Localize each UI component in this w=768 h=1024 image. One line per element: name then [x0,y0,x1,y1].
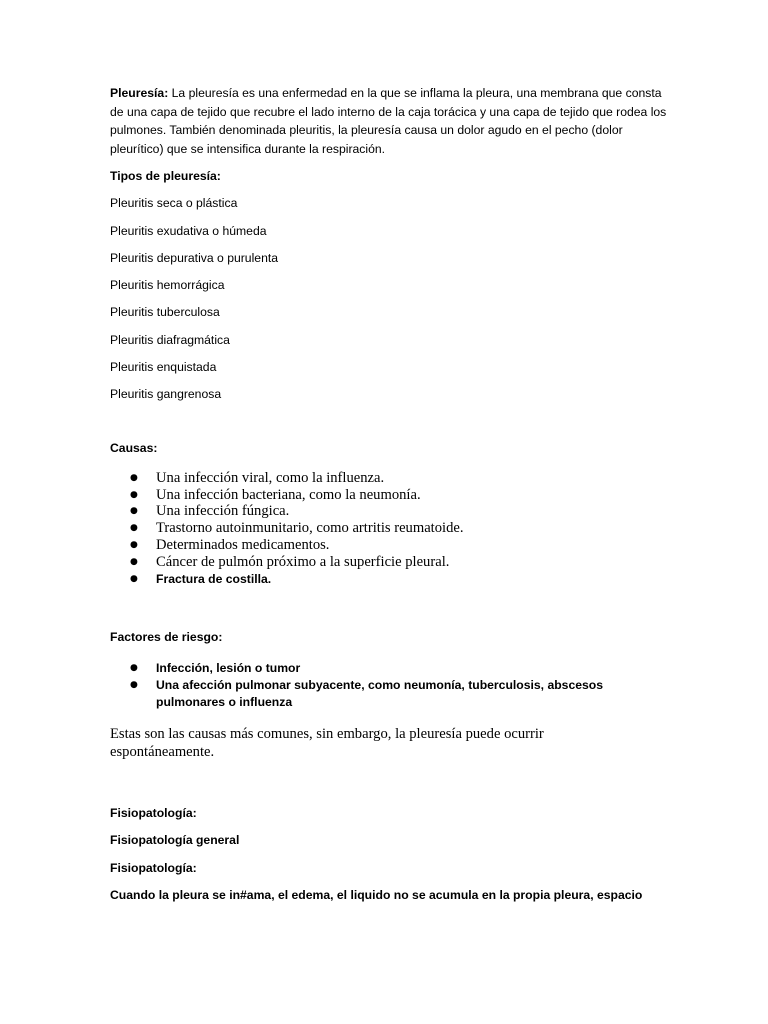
spacer [110,414,670,440]
type-item: Pleuritis exudativa o húmeda [110,223,267,238]
risks-heading: Factores de riesgo: [110,630,223,645]
physio-heading: Fisiopatología: [110,806,197,821]
list-item: ● Una infección viral, como la influenza. [130,469,385,486]
intro-paragraph [110,84,670,158]
type-item: Pleuritis tuberculosa [110,305,220,320]
list-item: ● Fractura de costilla. [130,572,272,587]
bullet-icon: ● [130,557,138,568]
intro-text: La pleuresía es una enfermedad en la que se inflama la pleura, una membrana que consta de una capa de tejido que recubre el lado interno de la caja torácica y una capa de tejido que rodea los pulmones. También denominada pleuritis, la pleuresía causa un dolor agudo en el pecho (dolor pleurítico) que se intensifica durante la respiración. [110,86,667,156]
bullet-icon: ● [130,574,138,585]
document-page [110,84,670,914]
bullet-icon: ● [130,680,138,691]
list-item: ● Determinados medicamentos. [130,537,330,554]
causes-list [110,470,670,588]
closing-paragraph: Estas son las causas más comunes, sin embargo, la pleuresía puede ocurrir espontáneamente. [110,726,544,761]
list-item: ● Trastorno autoinmunitario, como artritis reumatoide. [130,520,464,537]
spacer [110,761,670,805]
types-heading: Tipos de pleuresía: [110,169,221,183]
causes-heading: Causas: [110,440,158,455]
list-item: ● Cáncer de pulmón próximo a la superficie pleural. [130,554,450,571]
type-item: Pleuritis depurativa o purulenta [110,250,279,265]
type-item: Pleuritis enquistada [110,360,217,375]
physio-heading-2: Fisiopatología: [110,860,197,875]
bullet-icon: ● [130,472,138,483]
type-item: Pleuritis hemorrágica [110,278,225,293]
type-item: Pleuritis diafragmática [110,332,230,347]
bullet-icon: ● [130,663,138,674]
list-item: ● Infección, lesión o tumor [130,661,301,676]
bullet-icon: ● [130,523,138,534]
physio-text: Cuando la pleura se in#ama, el edema, el liquido no se acumula en la propia pleura, espacio [110,887,643,902]
bullet-icon: ● [130,540,138,551]
risks-list [110,660,670,711]
bullet-icon: ● [130,489,138,500]
list-item: ● Una infección bacteriana, como la neumonía. [130,486,421,503]
intro-term: Pleuresía: [110,86,169,100]
physio-general: Fisiopatología general [110,833,240,848]
type-item: Pleuritis gangrenosa [110,387,222,402]
bullet-icon: ● [130,506,138,517]
list-item: ● Una infección fúngica. [130,503,290,520]
spacer [110,588,670,629]
list-item: ● Una afección pulmonar subyacente, como neumonía, tuberculosis, abscesos pulmonares o influenza [130,678,603,710]
type-item: Pleuritis seca o plástica [110,196,238,211]
